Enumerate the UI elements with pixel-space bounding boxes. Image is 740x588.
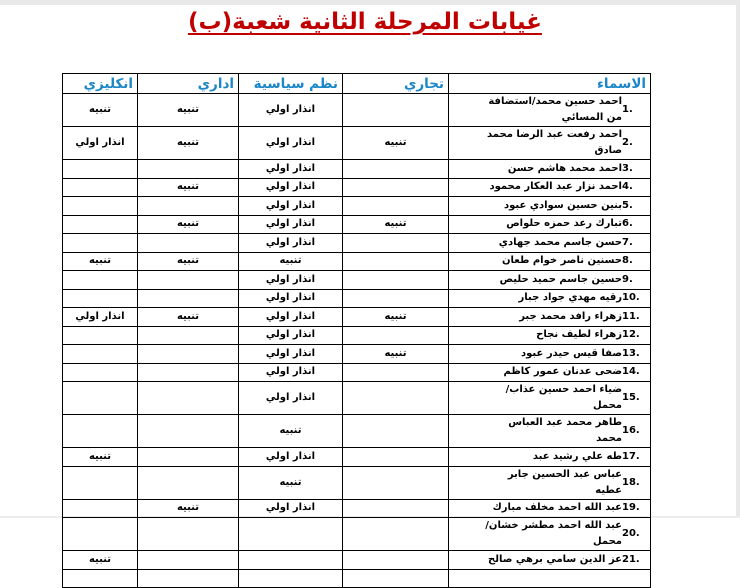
student-name: حسين جاسم حميد حليص — [499, 273, 622, 285]
student-name: طاهر محمد عبد العباس محمد — [508, 417, 622, 444]
student-name-line — [453, 364, 646, 380]
cell-political: انذار اولي — [239, 345, 343, 364]
table-row — [63, 178, 651, 197]
cell-commerce — [343, 415, 449, 448]
student-name: تبارك رعد حمزه حلواص — [506, 218, 622, 230]
student-name-line — [453, 272, 646, 288]
cell-commerce — [343, 289, 449, 308]
cell-political: انذار اولي — [239, 234, 343, 253]
cell-political: تنبيه — [239, 466, 343, 499]
table-row — [63, 252, 651, 271]
student-name-cell — [449, 345, 651, 364]
cell-commerce — [343, 234, 449, 253]
row-number: 2. — [622, 137, 633, 148]
cell-political: انذار اولي — [239, 363, 343, 382]
student-name: عباس عبد الحسين جابر عطيه — [507, 468, 622, 496]
student-name-cell — [449, 382, 651, 415]
student-name-cell — [449, 197, 651, 216]
table-row — [63, 271, 651, 290]
cell-commerce — [343, 178, 449, 197]
student-name: احمد محمد هاشم حسن — [507, 162, 622, 174]
table-row — [63, 345, 651, 364]
cell-political: انذار اولي — [239, 215, 343, 234]
table-row — [63, 289, 651, 308]
student-name-line — [453, 449, 646, 465]
student-name: طه علي رشيد عبد — [532, 450, 622, 462]
student-name-line — [453, 500, 646, 516]
student-name-line — [453, 415, 646, 447]
student-name: احمد نزار عبد العكار محمود — [489, 181, 622, 193]
student-name-cell — [449, 94, 651, 127]
student-name-cell — [449, 178, 651, 197]
student-name-cell — [449, 466, 651, 499]
table-row — [63, 569, 651, 588]
cell-political: تنبيه — [239, 252, 343, 271]
page-title: غيابات المرحلة الثانية شعبة(ب) — [188, 9, 542, 35]
row-number: 13. — [622, 347, 640, 359]
cell-commerce: تنبيه — [343, 127, 449, 160]
cell-political — [239, 518, 343, 551]
cell-admin — [138, 234, 239, 253]
student-name-cell — [449, 518, 651, 551]
cell-admin: تنبيه — [138, 252, 239, 271]
student-name-cell — [449, 363, 651, 382]
table-row — [63, 382, 651, 415]
cell-english: تنبيه — [63, 551, 138, 570]
cell-political — [239, 569, 343, 588]
cell-commerce — [343, 363, 449, 382]
student-name-cell — [449, 326, 651, 345]
cell-admin — [138, 569, 239, 588]
cell-english — [63, 499, 138, 518]
student-name: زهراء لطيف نجاح — [536, 329, 622, 341]
cell-commerce — [343, 160, 449, 179]
student-name-cell — [449, 499, 651, 518]
table-row — [63, 466, 651, 499]
cell-english: انذار اولي — [63, 308, 138, 327]
cell-admin: تنبيه — [138, 178, 239, 197]
cell-english — [63, 160, 138, 179]
cell-commerce — [343, 518, 449, 551]
cell-english — [63, 363, 138, 382]
row-number: 21. — [622, 553, 640, 565]
student-name: عبد الله احمد مطشر خشان/ محمل — [485, 520, 622, 547]
cell-english — [63, 326, 138, 345]
cell-commerce — [343, 551, 449, 570]
student-name-cell — [449, 234, 651, 253]
table-row — [63, 551, 651, 570]
row-number: 7. — [622, 236, 633, 248]
cell-admin — [138, 363, 239, 382]
cell-political: انذار اولي — [239, 326, 343, 345]
cell-commerce — [343, 271, 449, 290]
cell-admin — [138, 345, 239, 364]
cell-admin — [138, 551, 239, 570]
cell-political: انذار اولي — [239, 94, 343, 127]
table-row — [63, 215, 651, 234]
student-name: حسن جاسم محمد جهادي — [498, 236, 622, 248]
row-number: 20. — [622, 528, 640, 539]
student-name-cell — [449, 252, 651, 271]
student-name: بنين حسين سوادي عبود — [504, 199, 622, 211]
cell-admin — [138, 466, 239, 499]
student-name: رقيه مهدي جواد جبار — [518, 292, 622, 304]
cell-english — [63, 178, 138, 197]
table-row — [63, 363, 651, 382]
student-name-line — [453, 235, 646, 251]
row-number: 12. — [622, 329, 640, 341]
cell-commerce: تنبيه — [343, 345, 449, 364]
student-name-cell — [449, 448, 651, 467]
cell-political: انذار اولي — [239, 271, 343, 290]
cell-english — [63, 197, 138, 216]
cell-admin — [138, 415, 239, 448]
row-number: 11. — [622, 310, 640, 322]
table-row — [63, 160, 651, 179]
column-header-english: انكليزي — [63, 74, 138, 94]
student-name: احمد حسين محمد/استضافة من المسائي — [488, 96, 622, 123]
row-number: 9. — [622, 273, 633, 285]
student-name-line — [453, 127, 646, 159]
cell-admin: تنبيه — [138, 215, 239, 234]
row-number: 19. — [622, 502, 640, 514]
cell-english — [63, 289, 138, 308]
student-name-line — [453, 198, 646, 214]
cell-political: انذار اولي — [239, 289, 343, 308]
cell-admin — [138, 448, 239, 467]
cell-political: انذار اولي — [239, 127, 343, 160]
cell-admin — [138, 271, 239, 290]
student-name: ضحى عدنان عمور كاظم — [503, 366, 622, 378]
table-row — [63, 308, 651, 327]
cell-commerce — [343, 382, 449, 415]
row-number: 5. — [622, 199, 633, 211]
cell-commerce — [343, 466, 449, 499]
student-name-line — [453, 179, 646, 195]
absence-table — [62, 73, 651, 588]
cell-admin — [138, 382, 239, 415]
column-header-political-systems: نظم سياسية — [239, 74, 343, 94]
cell-political — [239, 551, 343, 570]
student-name-line — [453, 467, 646, 499]
table-row — [63, 127, 651, 160]
row-number: 6. — [622, 218, 633, 230]
cell-admin: تنبيه — [138, 499, 239, 518]
cell-commerce — [343, 252, 449, 271]
row-number: 3. — [622, 162, 633, 174]
student-name: عبد الله احمد مخلف مبارك — [492, 502, 622, 514]
student-name-cell — [449, 308, 651, 327]
cell-english — [63, 271, 138, 290]
student-name: صفا قيس حيدر عبود — [521, 347, 622, 359]
cell-admin: تنبيه — [138, 308, 239, 327]
table-row — [63, 197, 651, 216]
row-number: 15. — [622, 392, 640, 403]
cell-political: انذار اولي — [239, 160, 343, 179]
page-edge-top — [0, 0, 740, 5]
table-row — [63, 415, 651, 448]
student-name-line — [453, 94, 646, 126]
table-row — [63, 518, 651, 551]
cell-admin: تنبيه — [138, 127, 239, 160]
student-name-line — [453, 382, 646, 414]
student-name-line — [453, 309, 646, 325]
cell-political: انذار اولي — [239, 197, 343, 216]
student-name: ضياء احمد حسين عذاب/ محمل — [505, 384, 622, 411]
table-row — [63, 499, 651, 518]
cell-admin — [138, 197, 239, 216]
row-number: 10. — [622, 292, 640, 304]
row-number: 1. — [622, 104, 633, 115]
cell-english — [63, 569, 138, 588]
cell-english: تنبيه — [63, 94, 138, 127]
cell-english — [63, 415, 138, 448]
cell-admin: تنبيه — [138, 94, 239, 127]
row-number: 4. — [622, 181, 633, 193]
table-body — [63, 94, 651, 588]
student-name-line — [453, 518, 646, 550]
cell-english — [63, 518, 138, 551]
cell-english: تنبيه — [63, 448, 138, 467]
table-row — [63, 94, 651, 127]
cell-english — [63, 345, 138, 364]
column-header-commerce: تجاري — [343, 74, 449, 94]
column-header-admin: اداري — [138, 74, 239, 94]
row-number: 14. — [622, 366, 640, 378]
table-row — [63, 448, 651, 467]
student-name-line — [453, 552, 646, 568]
student-name-cell — [449, 127, 651, 160]
student-name-cell — [449, 271, 651, 290]
cell-political: انذار اولي — [239, 178, 343, 197]
cell-political: انذار اولي — [239, 308, 343, 327]
cell-commerce — [343, 197, 449, 216]
cell-political: تنبيه — [239, 415, 343, 448]
student-name-cell — [449, 215, 651, 234]
cell-english: تنبيه — [63, 252, 138, 271]
student-name-line — [453, 346, 646, 362]
student-name-cell — [449, 289, 651, 308]
cell-political: انذار اولي — [239, 382, 343, 415]
student-name-cell — [449, 551, 651, 570]
student-name: زهراء رافد محمد جبر — [519, 310, 622, 322]
cell-political: انذار اولي — [239, 448, 343, 467]
cell-english — [63, 466, 138, 499]
cell-commerce: تنبيه — [343, 215, 449, 234]
student-name: عز الدين سامي برهي صالح — [488, 553, 622, 565]
cell-commerce — [343, 569, 449, 588]
cell-english — [63, 215, 138, 234]
student-name-line — [453, 161, 646, 177]
column-header-names: الاسماء — [449, 74, 651, 94]
row-number: 16. — [622, 425, 640, 436]
cell-commerce — [343, 499, 449, 518]
page-edge-right — [736, 0, 740, 518]
student-name-cell — [449, 415, 651, 448]
student-name-cell — [449, 569, 651, 588]
cell-english — [63, 382, 138, 415]
cell-political: انذار اولي — [239, 499, 343, 518]
cell-admin — [138, 160, 239, 179]
cell-commerce: تنبيه — [343, 308, 449, 327]
cell-admin — [138, 518, 239, 551]
cell-english: انذار اولي — [63, 127, 138, 160]
row-number: 18. — [622, 476, 640, 488]
cell-admin — [138, 326, 239, 345]
student-name-line — [453, 253, 646, 269]
student-name: حسنين ناصر خوام طعان — [502, 255, 622, 267]
table-row — [63, 326, 651, 345]
student-name-cell — [449, 160, 651, 179]
table-header-row — [63, 74, 651, 94]
student-name-line — [453, 327, 646, 343]
table-row — [63, 234, 651, 253]
row-number: 8. — [622, 255, 633, 267]
cell-commerce — [343, 448, 449, 467]
student-name-line — [453, 216, 646, 232]
cell-commerce — [343, 94, 449, 127]
row-number: 17. — [622, 450, 640, 462]
student-name: احمد رفعت عبد الرضا محمد صادق — [487, 129, 622, 156]
cell-english — [63, 234, 138, 253]
student-name-line — [453, 290, 646, 306]
cell-commerce — [343, 326, 449, 345]
cell-admin — [138, 289, 239, 308]
